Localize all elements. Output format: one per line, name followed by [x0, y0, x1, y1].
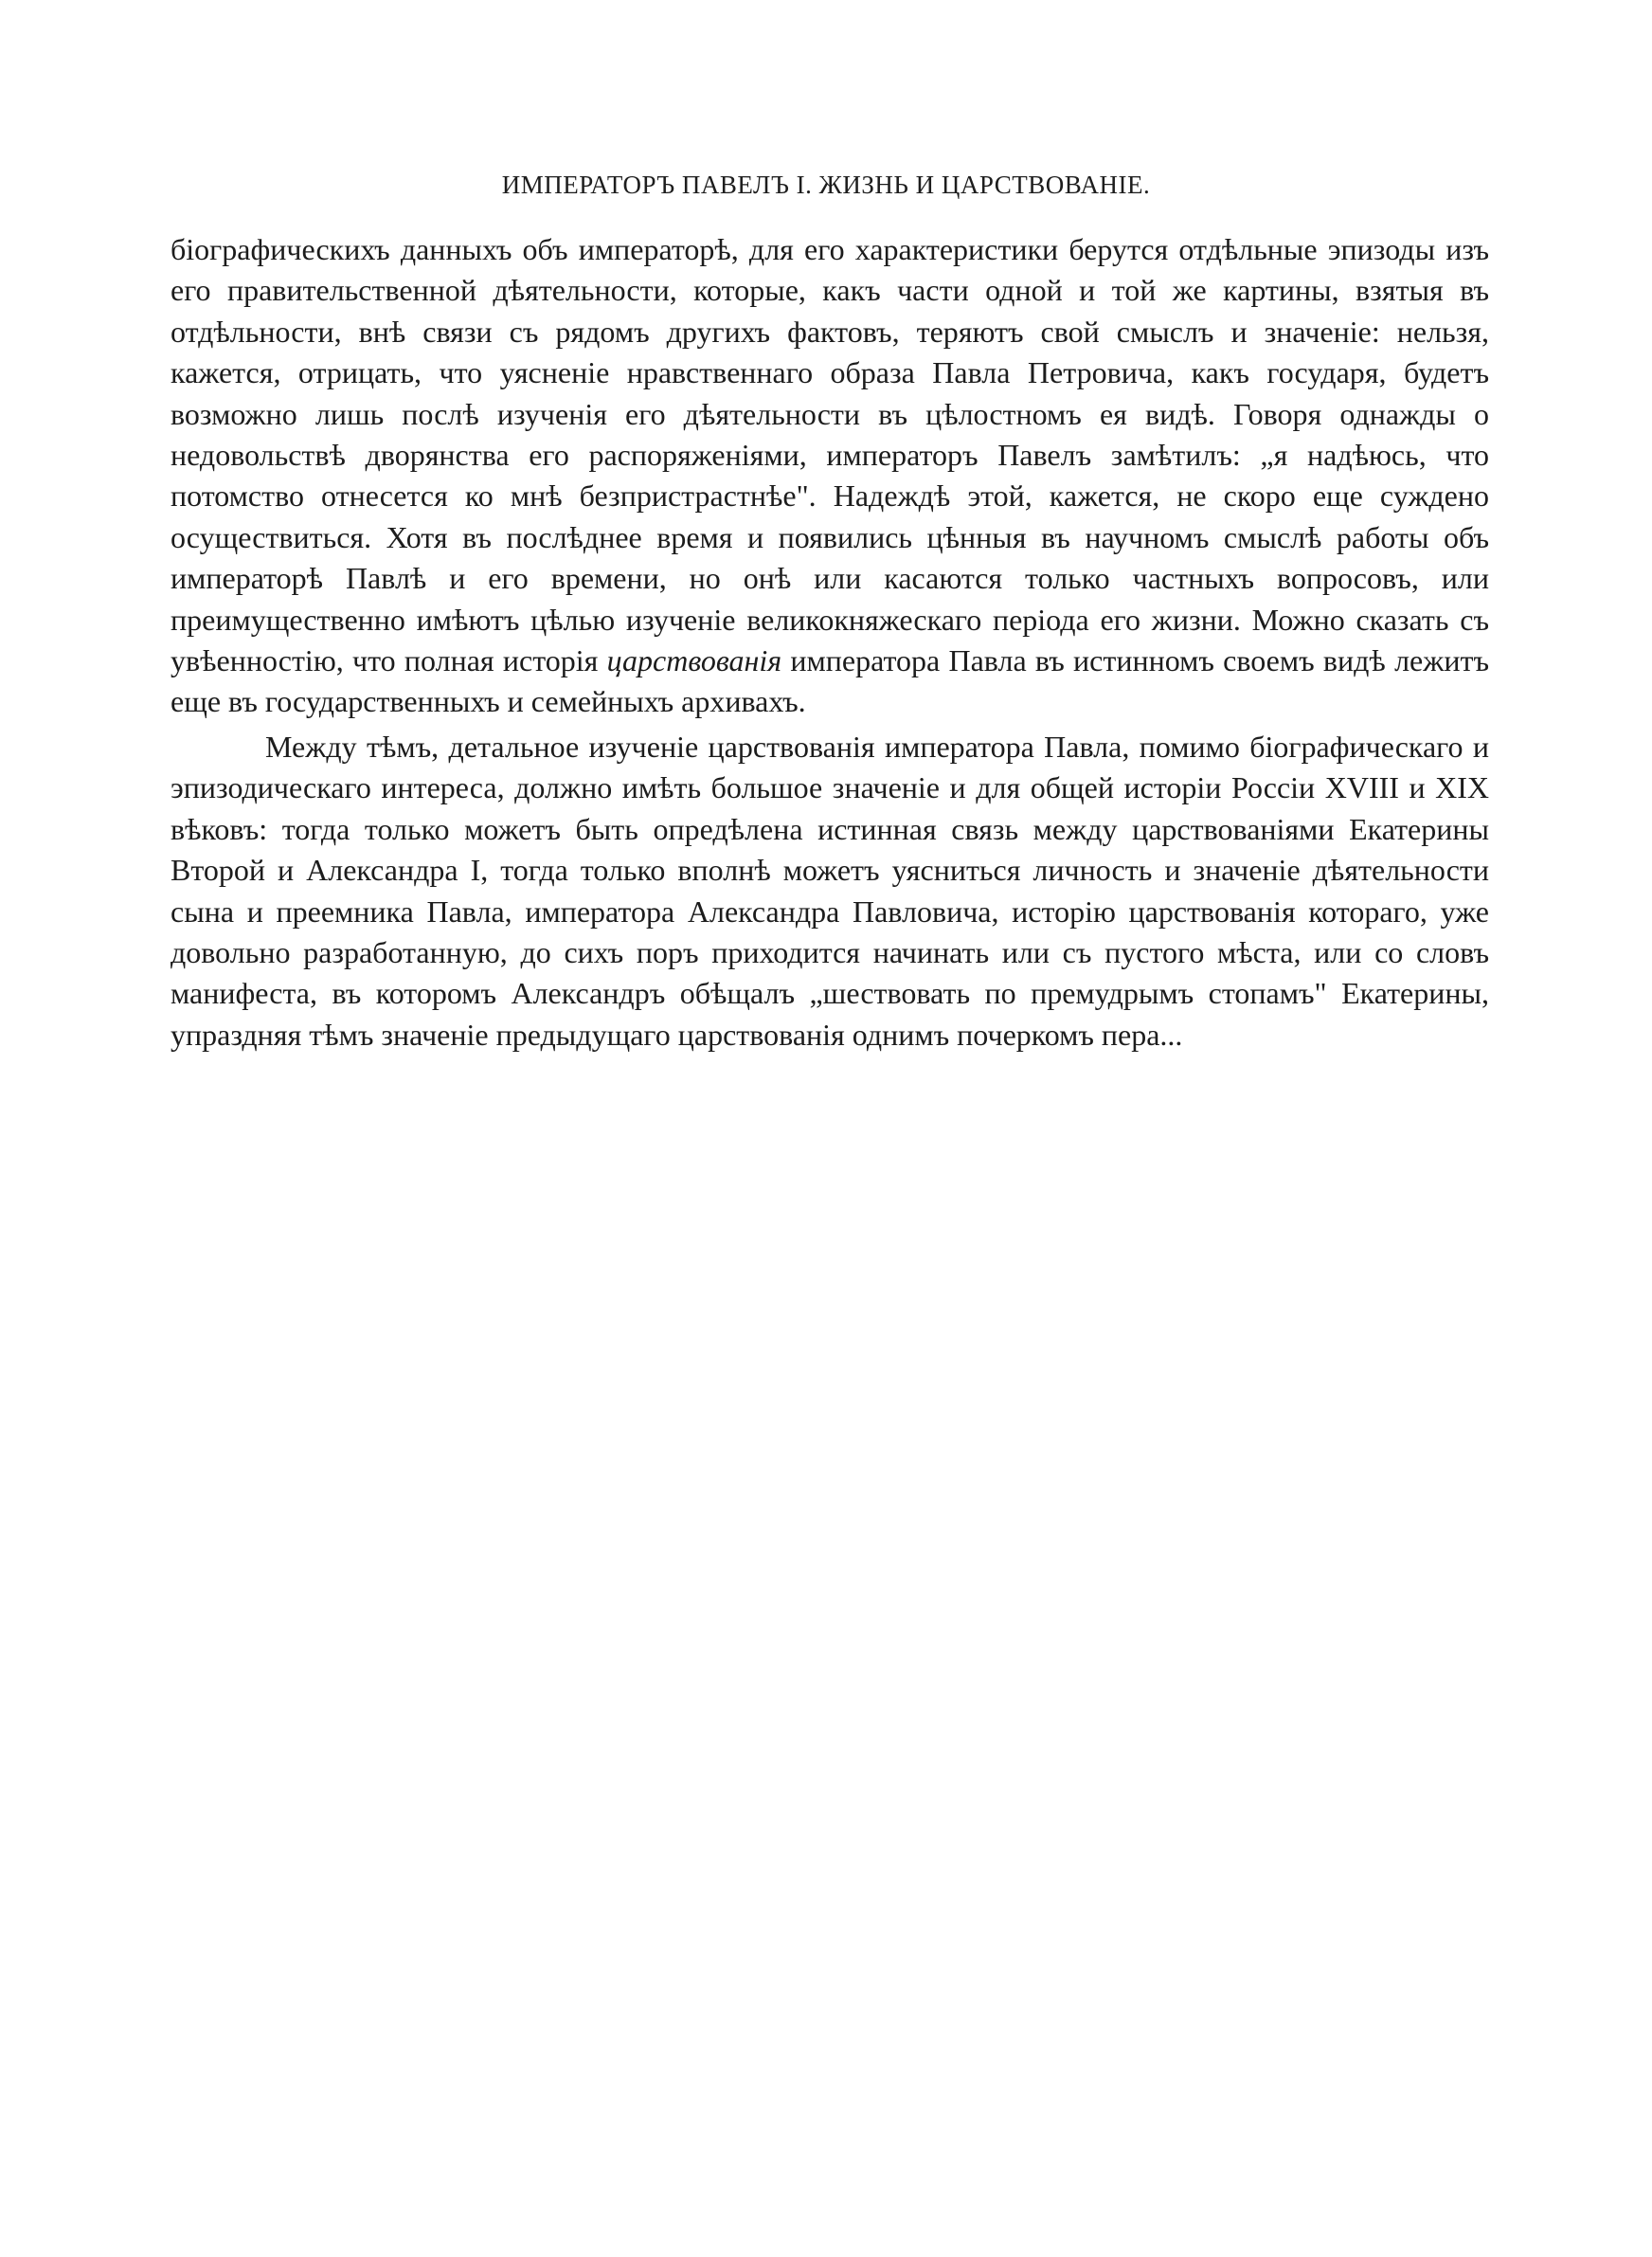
paragraph-1-text-b: императора Павла въ истинномъ своемъ видѣ лежитъ еще въ государственныхъ и семейныхъ архивахъ. [171, 643, 1490, 719]
paragraph-1 [171, 229, 1489, 723]
paragraph-1-italic-word: царствованія [606, 643, 782, 678]
running-head: ИМПЕРАТОРЪ ПАВЕЛЪ I. ЖИЗНЬ И ЦАРСТВОВАНІЕ. [501, 171, 1151, 199]
paragraph-1-text-a: біографическихъ данныхъ объ императорѣ, для его характеристики берутся отдѣльные эпизоды изъ его правительственной дѣятельности, которые, какъ части одной и той же картины, взятыя въ отдѣльности, внѣ связи съ рядомъ другихъ фактовъ, теряютъ свой смыслъ и значеніе: нельзя, кажется, отрицать, что уясненіе нравственнаго образа Павла Петровича, какъ государя, будетъ возможно лишь послѣ изученія его дѣятельности въ цѣлостномъ ея видѣ. Говоря однажды о недовольствѣ дворянства его распоряженіями, императоръ Павелъ замѣтилъ: „я надѣюсь, что потомство отнесется ко мнѣ безпристрастнѣе". Надеждѣ этой, кажется, не скоро еще суждено осуществиться. Хотя въ послѣднее время и появились цѣнныя въ научномъ смыслѣ работы объ императорѣ Павлѣ и его времени, но онѣ или касаются только частныхъ вопросовъ, или преимущественно имѣютъ цѣлью изученіе великокняжескаго періода его жизни. Можно сказать съ увѣенностію, что полная исторія [171, 232, 1489, 678]
body-text [171, 229, 1489, 1056]
paragraph-2: Между тѣмъ, детальное изученіе царствованія императора Павла, помимо біографическаго и эпизодическаго интереса, должно имѣть большое значеніе и для общей исторіи Россіи XVIII и XIX вѣковъ: тогда только можетъ быть опредѣлена истинная связь между царствованіями Екатерины Второй и Александра I, тогда только вполнѣ можетъ уясниться личность и значеніе дѣятельности сына и преемника Павла, императора Александра Павловича, исторію царствованія котораго, уже довольно разработанную, до сихъ поръ приходится начинать или съ пустого мѣста, или со словъ манифеста, въ которомъ Александръ обѣщалъ „шествовать по премудрымъ стопамъ" Екатерины, упраздняя тѣмъ значеніе предыдущаго царствованія однимъ почеркомъ пера... [171, 729, 1489, 1052]
